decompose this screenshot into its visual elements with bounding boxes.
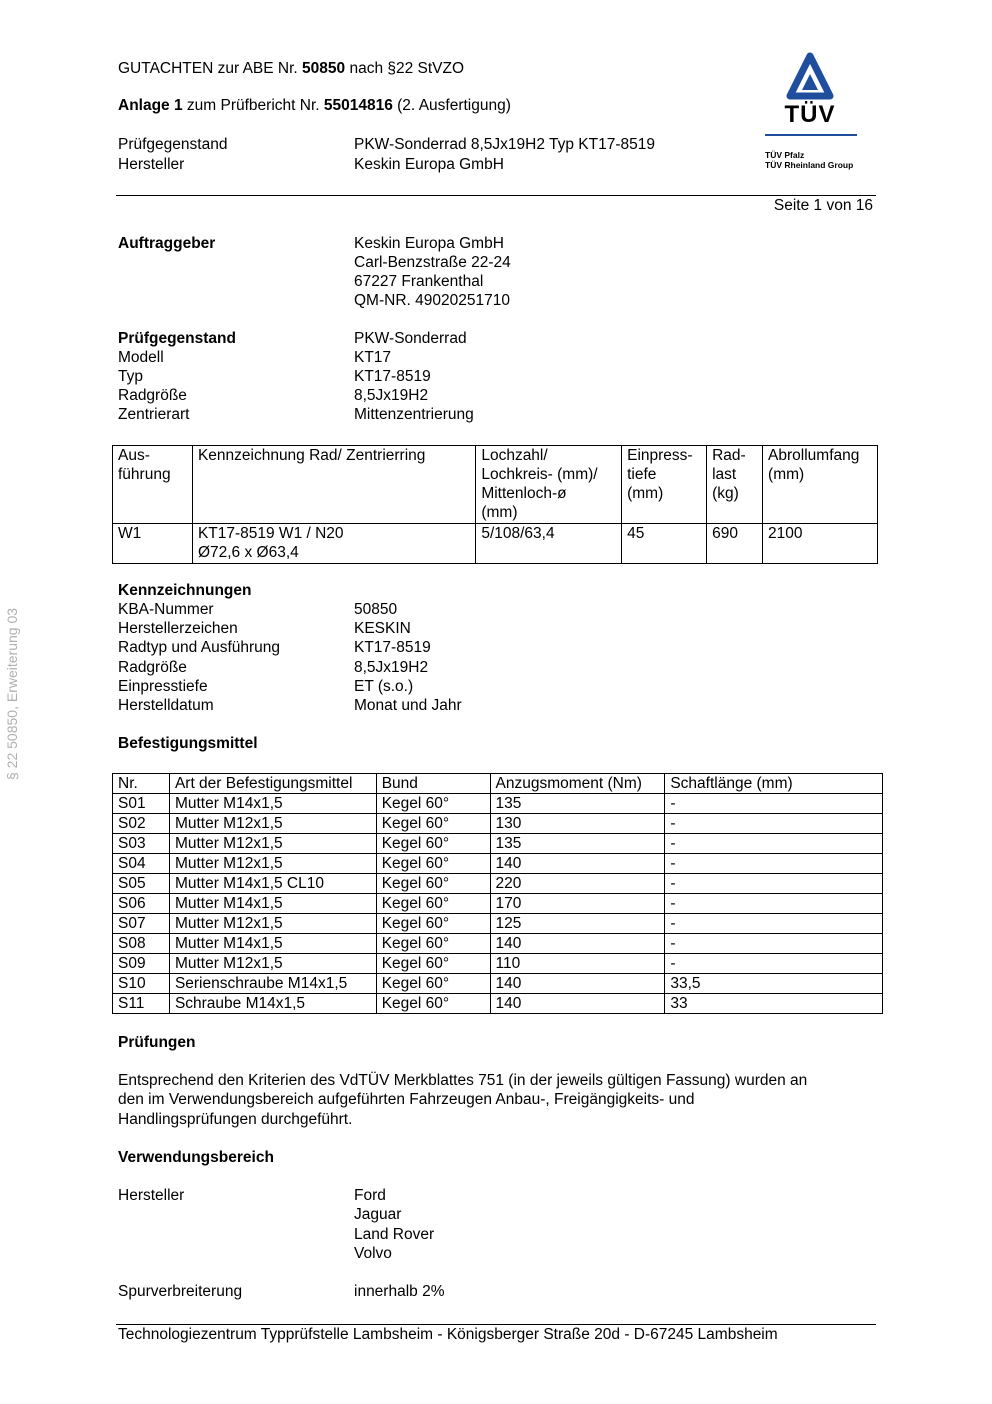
pruefgegenstand-label: Prüfgegenstand [118, 330, 236, 347]
table-cell: Kegel 60° [376, 854, 490, 874]
table-cell: Kegel 60° [376, 834, 490, 854]
table-header-row [113, 446, 878, 524]
table-cell: 33,5 [665, 974, 883, 994]
report-title: GUTACHTEN zur ABE Nr. 50850 nach §22 StVZO [118, 60, 465, 77]
table-cell: 135 [490, 834, 665, 854]
table-row [113, 994, 883, 1014]
table-cell: - [665, 894, 883, 914]
table-cell: Mutter M14x1,5 CL10 [169, 874, 376, 894]
list-item: Volvo [354, 1244, 392, 1262]
table-cell: Kegel 60° [376, 894, 490, 914]
typ-value: KT17-8519 [354, 368, 431, 385]
table-header-row [113, 774, 883, 794]
radgroesse-value: 8,5Jx19H2 [354, 387, 429, 404]
list-item: Ford [354, 1187, 386, 1204]
table-cell: - [665, 914, 883, 934]
kennzeichnung-label: Herstelldatum [118, 697, 214, 715]
table-cell: S05 [113, 874, 170, 894]
table-cell: 220 [490, 874, 665, 894]
zentrierart-value: Mittenzentrierung [354, 406, 474, 423]
table-cell: 690 [707, 524, 763, 564]
table-cell: 130 [490, 814, 665, 834]
table-cell: S06 [113, 894, 170, 914]
anlage-line: Anlage 1 zum Prüfbericht Nr. 55014816 (2. Ausfertigung) [118, 97, 511, 114]
table-cell: S04 [113, 854, 170, 874]
table-cell: - [665, 874, 883, 894]
kennzeichnung-value: KT17-8519 [354, 639, 431, 657]
verwendung-hersteller-list [354, 1186, 434, 1263]
kennzeichnung-label: Radgröße [118, 658, 187, 676]
table-cell: 135 [490, 794, 665, 814]
table-cell: S09 [113, 954, 170, 974]
befestigungsmittel-table [112, 773, 883, 1014]
table-cell: Kegel 60° [376, 934, 490, 954]
table-cell: - [665, 794, 883, 814]
spurverbreiterung-label: Spurverbreiterung [118, 1283, 243, 1300]
tuv-logo [760, 52, 870, 177]
abe-number: 50850 [302, 60, 346, 77]
table-cell: S03 [113, 834, 170, 854]
table-cell: S02 [113, 814, 170, 834]
kennzeichnungen-title: Kennzeichnungen [118, 582, 252, 599]
pruefgegenstand-labels [118, 329, 236, 424]
table-cell: Kegel 60° [376, 914, 490, 934]
logo-subtitle-pfalz: TÜV Pfalz [765, 150, 805, 160]
side-reference-text: § 22 50850, Erweiterung 03 [4, 607, 20, 780]
table-cell: - [665, 954, 883, 974]
table-header-cell: Schaftlänge (mm) [665, 774, 883, 794]
auftraggeber-label: Auftraggeber [118, 235, 216, 252]
table-cell: 140 [490, 994, 665, 1014]
kennzeichnung-label: Einpresstiefe [118, 677, 208, 695]
pruefgegenstand-value: PKW-Sonderrad [354, 330, 467, 347]
table-row [113, 854, 883, 874]
header-pruefgegenstand-label: Prüfgegenstand [118, 136, 228, 153]
table-row [113, 794, 883, 814]
kennzeichnung-label: Herstellerzeichen [118, 620, 238, 638]
header-divider [116, 195, 876, 196]
logo-subtitle-group: TÜV Rheinland Group [765, 160, 854, 170]
footer-address: Technologiezentrum Typprüfstelle Lambsheim - Königsberger Straße 20d - D-67245 Lambsheim [118, 1326, 778, 1343]
table-row [113, 834, 883, 854]
table-cell: Mutter M12x1,5 [169, 814, 376, 834]
table-cell: Kegel 60° [376, 794, 490, 814]
table-row [113, 914, 883, 934]
table-cell: Mutter M14x1,5 [169, 934, 376, 954]
table-header-cell: Anzugsmoment (Nm) [490, 774, 665, 794]
list-item: Land Rover [354, 1225, 435, 1243]
verwendung-hersteller-label: Hersteller [118, 1187, 185, 1204]
table-header-cell: Art der Befestigungsmittel [169, 774, 376, 794]
table-cell: - [665, 934, 883, 954]
table-header-cell: Abrollumfang (mm) [763, 446, 878, 524]
table-cell: 140 [490, 934, 665, 954]
address-line: Carl-Benzstraße 22-24 [354, 254, 511, 271]
table-cell: - [665, 834, 883, 854]
table-cell: - [665, 814, 883, 834]
paragraph-line: den im Verwendungsbereich aufgeführten Fahrzeugen Anbau-, Freigängigkeits- und [118, 1091, 695, 1109]
table-cell: 2100 [763, 524, 878, 564]
table-cell: S08 [113, 934, 170, 954]
table-cell: Schraube M14x1,5 [169, 994, 376, 1014]
table-header-cell: Kennzeichnung Rad/ Zentrierring [192, 446, 475, 524]
kennzeichnung-label: KBA-Nummer [118, 601, 214, 618]
table-row [113, 954, 883, 974]
kennzeichnung-value: ET (s.o.) [354, 677, 414, 695]
table-cell: Mutter M12x1,5 [169, 834, 376, 854]
pruefgegenstand-values [354, 329, 474, 424]
kennzeichnung-value: 8,5Jx19H2 [354, 658, 429, 676]
table-cell: 45 [622, 524, 707, 564]
table-cell: Kegel 60° [376, 814, 490, 834]
table-cell: S11 [113, 994, 170, 1014]
verwendungsbereich-title: Verwendungsbereich [118, 1149, 274, 1166]
table-cell: 140 [490, 854, 665, 874]
typ-label: Typ [118, 368, 143, 385]
table-row [113, 814, 883, 834]
table-row [113, 894, 883, 914]
table-row [113, 874, 883, 894]
table-cell: - [665, 854, 883, 874]
kennzeichnung-value: KESKIN [354, 620, 411, 638]
table-cell: Kegel 60° [376, 974, 490, 994]
table-cell: 5/108/63,4 [476, 524, 622, 564]
pruefungen-title: Prüfungen [118, 1034, 196, 1051]
table-header-cell: Lochzahl/ Lochkreis- (mm)/ Mittenloch-ø (mm) [476, 446, 622, 524]
table-cell: Serienschraube M14x1,5 [169, 974, 376, 994]
table-header-cell: Aus- führung [113, 446, 193, 524]
address-line: 67227 Frankenthal [354, 273, 484, 290]
paragraph-line: Handlingsprüfungen durchgeführt. [118, 1110, 353, 1128]
table-cell: S01 [113, 794, 170, 814]
modell-value: KT17 [354, 349, 392, 366]
kennzeichnungen-labels [118, 600, 280, 715]
kennzeichnung-value: Monat und Jahr [354, 697, 462, 715]
table-cell: 170 [490, 894, 665, 914]
table-header-cell: Einpress- tiefe (mm) [622, 446, 707, 524]
ausfuehrung-table [112, 445, 878, 564]
table-cell: Mutter M14x1,5 [169, 894, 376, 914]
tuv-wordmark: TÜV [784, 101, 836, 128]
befestigungsmittel-title: Befestigungsmittel [118, 735, 258, 752]
page-number: Seite 1 von 16 [773, 197, 873, 214]
kennzeichnung-label: Radtyp und Ausführung [118, 639, 281, 657]
table-cell: S10 [113, 974, 170, 994]
table-cell: Kegel 60° [376, 874, 490, 894]
radgroesse-label: Radgröße [118, 387, 187, 404]
zentrierart-label: Zentrierart [118, 406, 190, 423]
kennzeichnungen-values [354, 600, 462, 715]
pruefbericht-number: 55014816 [323, 97, 393, 114]
header-hersteller-label: Hersteller [118, 156, 185, 173]
table-cell: 125 [490, 914, 665, 934]
table-cell: Mutter M12x1,5 [169, 954, 376, 974]
table-cell: Kegel 60° [376, 994, 490, 1014]
table-cell: Mutter M12x1,5 [169, 914, 376, 934]
table-cell: 140 [490, 974, 665, 994]
header-hersteller-value: Keskin Europa GmbH [354, 156, 504, 173]
table-cell: W1 [113, 524, 193, 564]
table-cell: KT17-8519 W1 / N20 Ø72,6 x Ø63,4 [192, 524, 475, 564]
auftraggeber-address [354, 234, 511, 310]
list-item: Jaguar [354, 1206, 402, 1224]
table-header-cell: Rad- last (kg) [707, 446, 763, 524]
modell-label: Modell [118, 349, 164, 366]
table-row [113, 524, 878, 564]
table-cell: S07 [113, 914, 170, 934]
table-cell: Kegel 60° [376, 954, 490, 974]
logo-rule [765, 134, 857, 136]
table-cell: 33 [665, 994, 883, 1014]
spurverbreiterung-value: innerhalb 2% [354, 1283, 445, 1300]
table-row [113, 934, 883, 954]
header-pruefgegenstand-value: PKW-Sonderrad 8,5Jx19H2 Typ KT17-8519 [354, 136, 655, 153]
kennzeichnung-value: 50850 [354, 601, 398, 618]
table-header-cell: Nr. [113, 774, 170, 794]
tuv-triangle-icon [760, 52, 860, 102]
table-cell: Mutter M14x1,5 [169, 794, 376, 814]
table-cell: 110 [490, 954, 665, 974]
address-line: QM-NR. 49020251710 [354, 292, 510, 309]
address-line: Keskin Europa GmbH [354, 235, 504, 252]
table-cell: Mutter M12x1,5 [169, 854, 376, 874]
table-header-cell: Bund [376, 774, 490, 794]
paragraph-line: Entsprechend den Kriterien des VdTÜV Merkblattes 751 (in der jeweils gültigen Fassung) wurden an [118, 1072, 808, 1089]
pruefungen-paragraph [118, 1071, 807, 1129]
table-row [113, 974, 883, 994]
